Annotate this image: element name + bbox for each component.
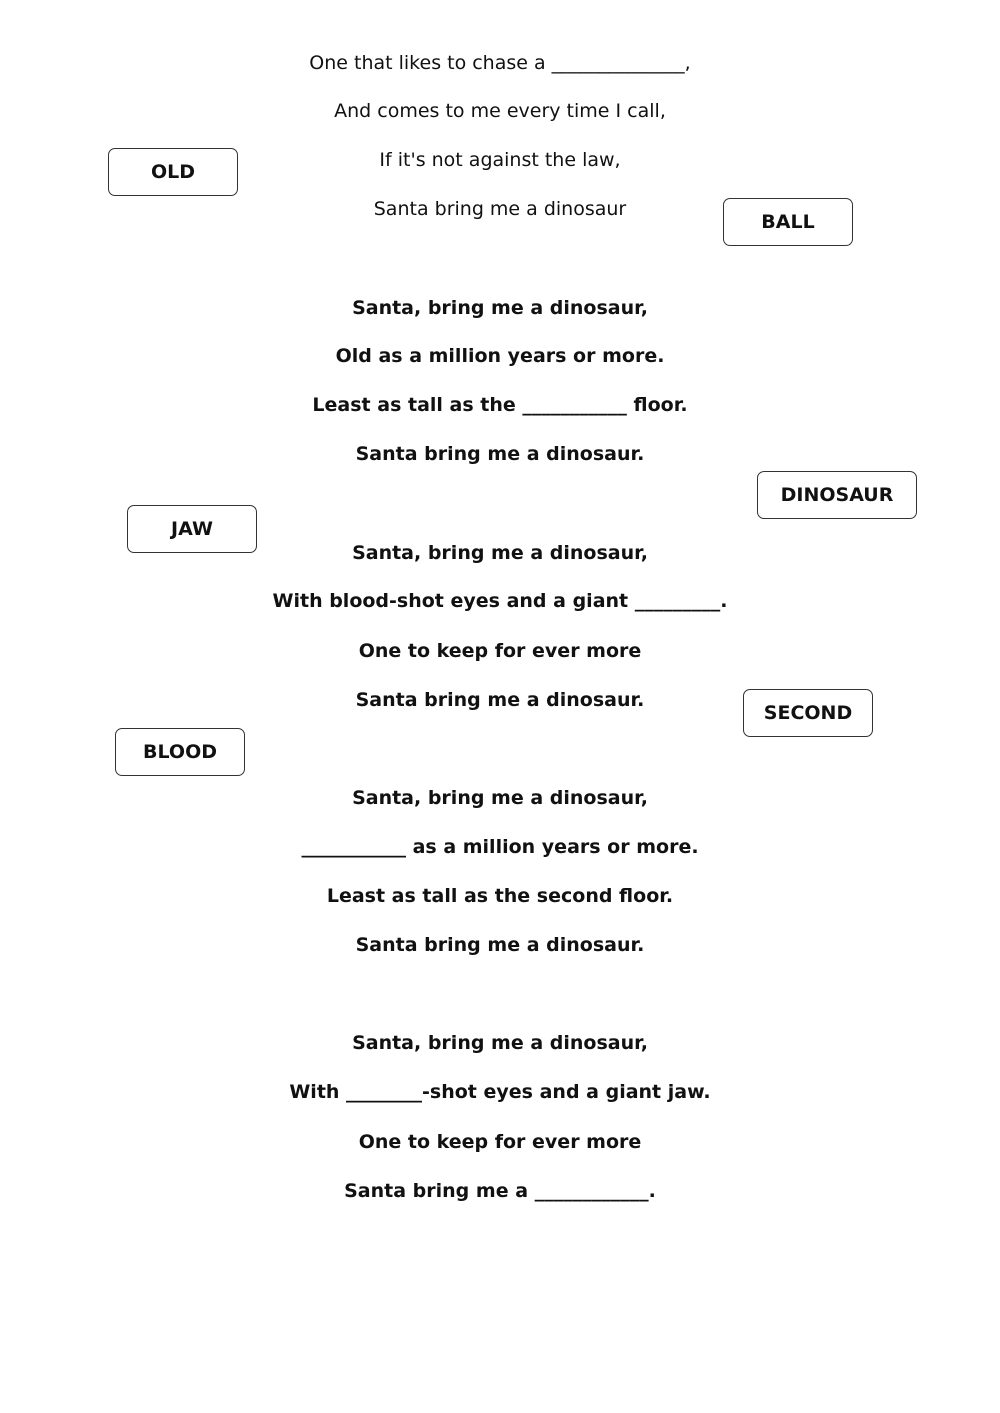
word-box-old[interactable]: OLD	[108, 148, 238, 196]
word-box-dinosaur[interactable]: DINOSAUR	[757, 471, 917, 519]
verse5-line4: Santa bring me a ____________.	[344, 1180, 656, 1202]
verse3-line1: Santa, bring me a dinosaur,	[352, 542, 648, 564]
verse1-line4: Santa bring me a dinosaur	[373, 198, 627, 220]
verse2-line3: Least as tall as the ___________ floor.	[312, 394, 688, 416]
word-box-jaw[interactable]: JAW	[127, 505, 257, 553]
verse4-line4: Santa bring me a dinosaur.	[355, 934, 645, 956]
verse2-line1: Santa, bring me a dinosaur,	[352, 297, 648, 319]
verse1-line1: One that likes to chase a ______________,	[309, 52, 691, 74]
word-box-ball[interactable]: BALL	[723, 198, 853, 246]
verse4-line2: ___________ as a million years or more.	[301, 836, 699, 858]
word-box-second[interactable]: SECOND	[743, 689, 873, 737]
verse5-line3: One to keep for ever more	[358, 1131, 642, 1153]
verse1-line2: And comes to me every time I call,	[334, 100, 666, 122]
verse2-line2: Old as a million years or more.	[335, 345, 665, 367]
word-box-blood[interactable]: BLOOD	[115, 728, 245, 776]
verse2-line4: Santa bring me a dinosaur.	[355, 443, 645, 465]
verse1-line3: If it's not against the law,	[379, 149, 621, 171]
verse5-line1: Santa, bring me a dinosaur,	[352, 1032, 648, 1054]
verse4-line3: Least as tall as the second floor.	[326, 885, 674, 907]
verse3-line2: With blood-shot eyes and a giant _________.	[272, 590, 728, 612]
verse4-line1: Santa, bring me a dinosaur,	[352, 787, 648, 809]
verse3-line4: Santa bring me a dinosaur.	[355, 689, 645, 711]
verse5-line2: With ________-shot eyes and a giant jaw.	[289, 1081, 711, 1103]
verse3-line3: One to keep for ever more	[358, 640, 642, 662]
